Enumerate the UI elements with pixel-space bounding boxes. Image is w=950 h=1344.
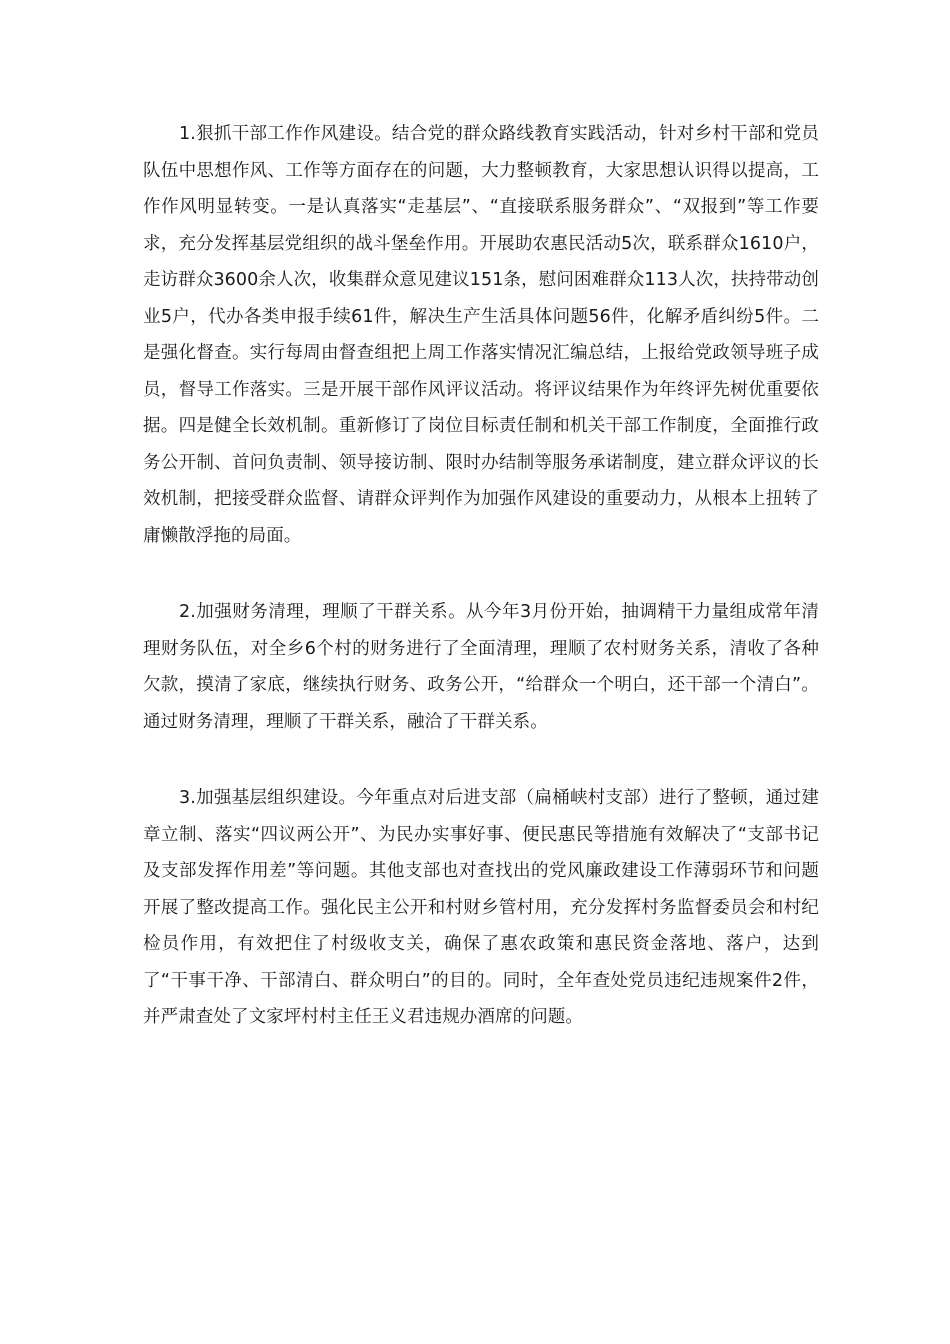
document-body [143,116,819,1036]
paragraph-cadre-work-style: 1.狠抓干部工作作风建设。结合党的群众路线教育实践活动，针对乡村干部和党员队伍中思想作风、工作等方面存在的问题，大力整顿教育，大家思想认识得以提高，工作作风明显转变。一是认真落实“走基层”、“直接联系服务群众”、“双报到”等工作要求，充分发挥基层党组织的战斗堡垒作用。开展助农惠民活动5次，联系群众1610户，走访群众3600余人次，收集群众意见建议151条，慰问困难群众113人次，扶持带动创业5户，代办各类申报手续61件，解决生产生活具体问题56件，化解矛盾纠纷5件。二是强化督查。实行每周由督查组把上周工作落实情况汇编总结，上报给党政领导班子成员，督导工作落实。三是开展干部作风评议活动。将评议结果作为年终评先树优重要依据。四是健全长效机制。重新修订了岗位目标责任制和机关干部工作制度，全面推行政务公开制、首问负责制、领导接访制、限时办结制等服务承诺制度，建立群众评议的长效机制，把接受群众监督、请群众评判作为加强作风建设的重要动力，从根本上扭转了庸懒散浮拖的局面。 [143,124,819,546]
paragraph-financial-cleanup: 2.加强财务清理，理顺了干群关系。从今年3月份开始，抽调精干力量组成常年清理财务队伍，对全乡6个村的财务进行了全面清理，理顺了农村财务关系，清收了各种欠款，摸清了家底，继续执行财务、政务公开，“给群众一个明白，还干部一个清白”。通过财务清理，理顺了干群关系，融洽了干群关系。 [143,602,819,732]
paragraph-grassroots-organization: 3.加强基层组织建设。今年重点对后进支部（扁桶峡村支部）进行了整顿，通过建章立制、落实“四议两公开”、为民办实事好事、便民惠民等措施有效解决了“支部书记及支部发挥作用差”等问题。其他支部也对查找出的党风廉政建设工作薄弱环节和问题开展了整改提高工作。强化民主公开和村财乡管村用，充分发挥村务监督委员会和村纪检员作用，有效把住了村级收支关，确保了惠农政策和惠民资金落地、落户，达到了“干事干净、干部清白、群众明白”的目的。同时，全年查处党员违纪违规案件2件，并严肃查处了文家坪村村主任王义君违规办酒席的问题。 [143,788,819,1027]
